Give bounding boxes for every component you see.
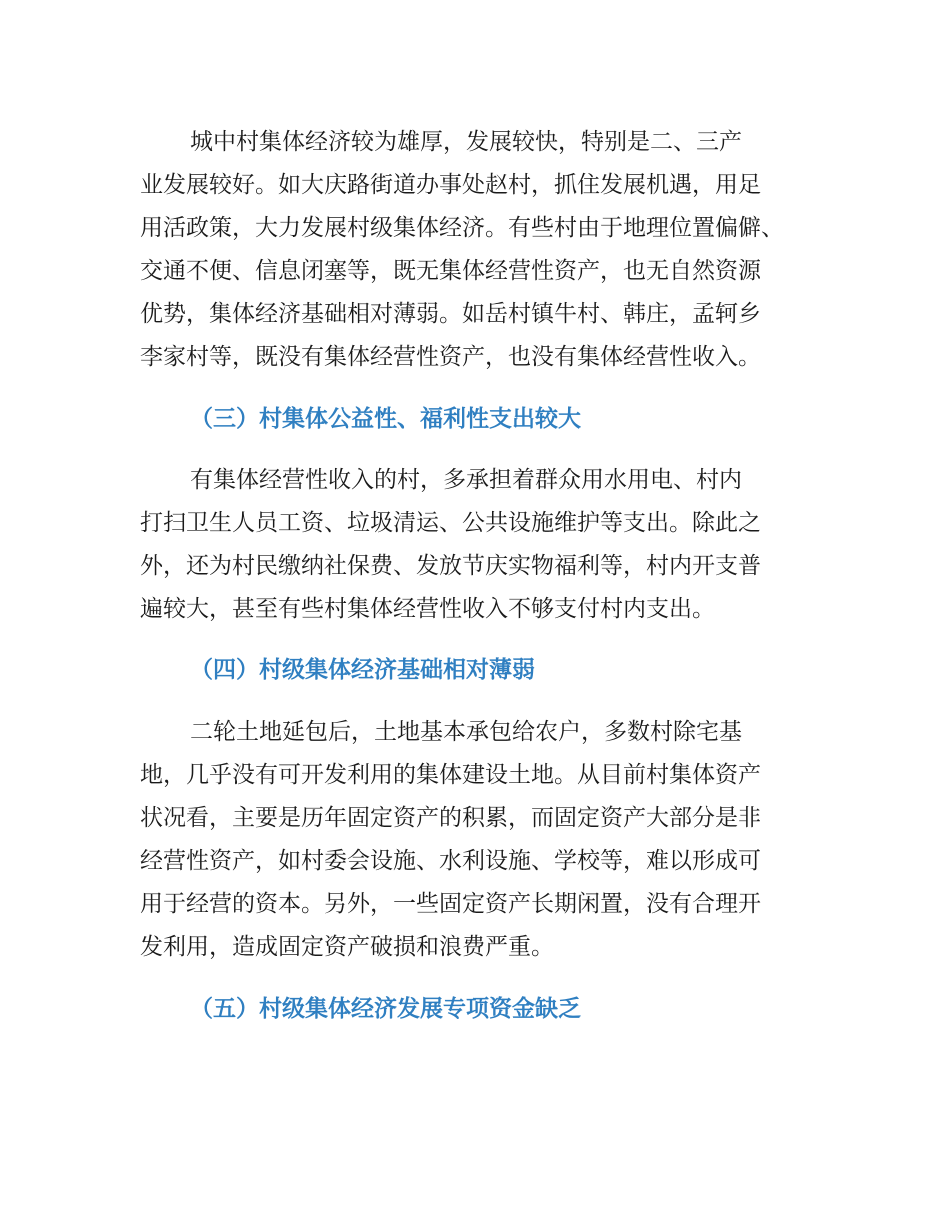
- section-heading-5: （五）村级集体经济发展专项资金缺乏: [190, 996, 581, 1022]
- paragraph-1-line-4: 交通不便、信息闭塞等，既无集体经营性资产，也无自然资源: [140, 258, 761, 284]
- paragraph-1-line-5: 优势，集体经济基础相对薄弱。如岳村镇牛村、韩庄，孟轲乡: [140, 301, 761, 327]
- paragraph-3-line-1: 二轮土地延包后，土地基本承包给农户，多数村除宅基: [190, 719, 742, 745]
- paragraph-2-line-2: 打扫卫生人员工资、垃圾清运、公共设施维护等支出。除此之: [140, 510, 761, 536]
- paragraph-1-line-6: 李家村等，既没有集体经营性资产，也没有集体经营性收入。: [140, 344, 761, 370]
- paragraph-2-line-1: 有集体经营性收入的村，多承担着群众用水用电、村内: [190, 467, 742, 493]
- paragraph-3-line-5: 用于经营的资本。另外，一些固定资产长期闲置，没有合理开: [140, 891, 761, 917]
- paragraph-3-line-3: 状况看，主要是历年固定资产的积累，而固定资产大部分是非: [140, 805, 761, 831]
- paragraph-1-line-3: 用活政策，大力发展村级集体经济。有些村由于地理位置偏僻、: [140, 215, 784, 241]
- paragraph-2-line-3: 外，还为村民缴纳社保费、发放节庆实物福利等，村内开支普: [140, 553, 761, 579]
- section-heading-4: （四）村级集体经济基础相对薄弱: [190, 657, 535, 683]
- paragraph-3-line-2: 地，几乎没有可开发利用的集体建设土地。从目前村集体资产: [140, 762, 761, 788]
- paragraph-3-line-6: 发利用，造成固定资产破损和浪费严重。: [140, 934, 554, 960]
- paragraph-1-line-1: 城中村集体经济较为雄厚，发展较快，特别是二、三产: [190, 129, 742, 155]
- section-heading-3: （三）村集体公益性、福利性支出较大: [190, 406, 581, 432]
- paragraph-1-line-2: 业发展较好。如大庆路街道办事处赵村，抓住发展机遇，用足: [140, 172, 761, 198]
- paragraph-2-line-4: 遍较大，甚至有些村集体经营性收入不够支付村内支出。: [140, 596, 715, 622]
- paragraph-3-line-4: 经营性资产，如村委会设施、水利设施、学校等，难以形成可: [140, 848, 761, 874]
